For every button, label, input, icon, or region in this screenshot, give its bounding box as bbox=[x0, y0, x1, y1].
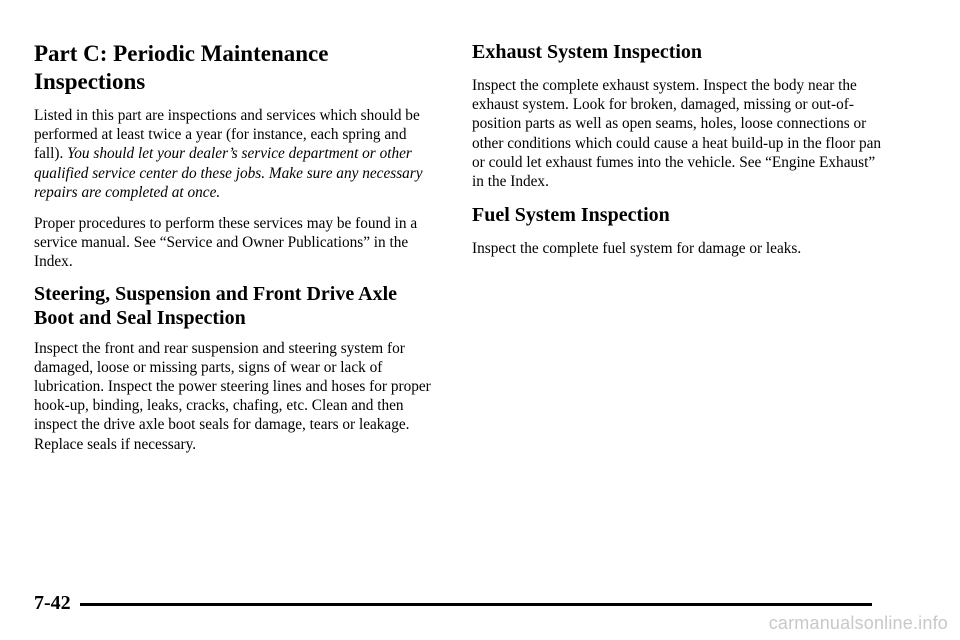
fuel-heading: Fuel System Inspection bbox=[472, 204, 670, 227]
exhaust-heading: Exhaust System Inspection bbox=[472, 41, 703, 63]
intro-paragraph bbox=[34, 106, 434, 202]
exhaust-paragraph: Inspect the complete exhaust system. Inspect the body near the exhaust system. Look for broken, damaged, missing or out‐of‐position parts as well as open seams, holes, loose connections or other conditions which could cause a heat build‐up in the floor pan or could let exhaust fumes into the vehicle. See “Engine Exhaust” in the Index. bbox=[472, 77, 882, 191]
intro-text: Listed in this part are inspections and services which should be performed at least twice a year (for instance, each spring and fall). bbox=[34, 107, 420, 163]
steering-paragraph: Inspect the front and rear suspension and steering system for damaged, loose or missing parts, signs of wear or lack of lubrication. Inspect the power steering lines and hoses for proper hook‐up, binding, leaks, cracks, chafing, etc. Clean and then inspect the drive axle boot seals for damage, tears or leakage. Replace seals if necessary. bbox=[34, 339, 431, 453]
footer-rule bbox=[80, 603, 872, 606]
left-column bbox=[34, 40, 434, 466]
procedures-paragraph: Proper procedures to perform these services may be found in a service manual. See “Service and Owner Publications” in the Index. bbox=[34, 215, 418, 271]
page-number: 7-42 bbox=[34, 592, 71, 614]
page-title-line1: Part C: Periodic Maintenance bbox=[34, 41, 329, 66]
right-column bbox=[472, 40, 882, 270]
page-title bbox=[34, 40, 434, 96]
page-title-line2: Inspections bbox=[34, 69, 146, 94]
fuel-paragraph: Inspect the complete fuel system for damage or leaks. bbox=[472, 240, 802, 258]
watermark: carmanualsonline.info bbox=[768, 613, 948, 633]
intro-italic-text: You should let your dealer’s service department or other qualified service center do these jobs. Make sure any necessary repairs are completed at once. bbox=[34, 145, 423, 201]
steering-heading: Steering, Suspension and Front Drive Axle Boot and Seal Inspection bbox=[34, 282, 397, 329]
